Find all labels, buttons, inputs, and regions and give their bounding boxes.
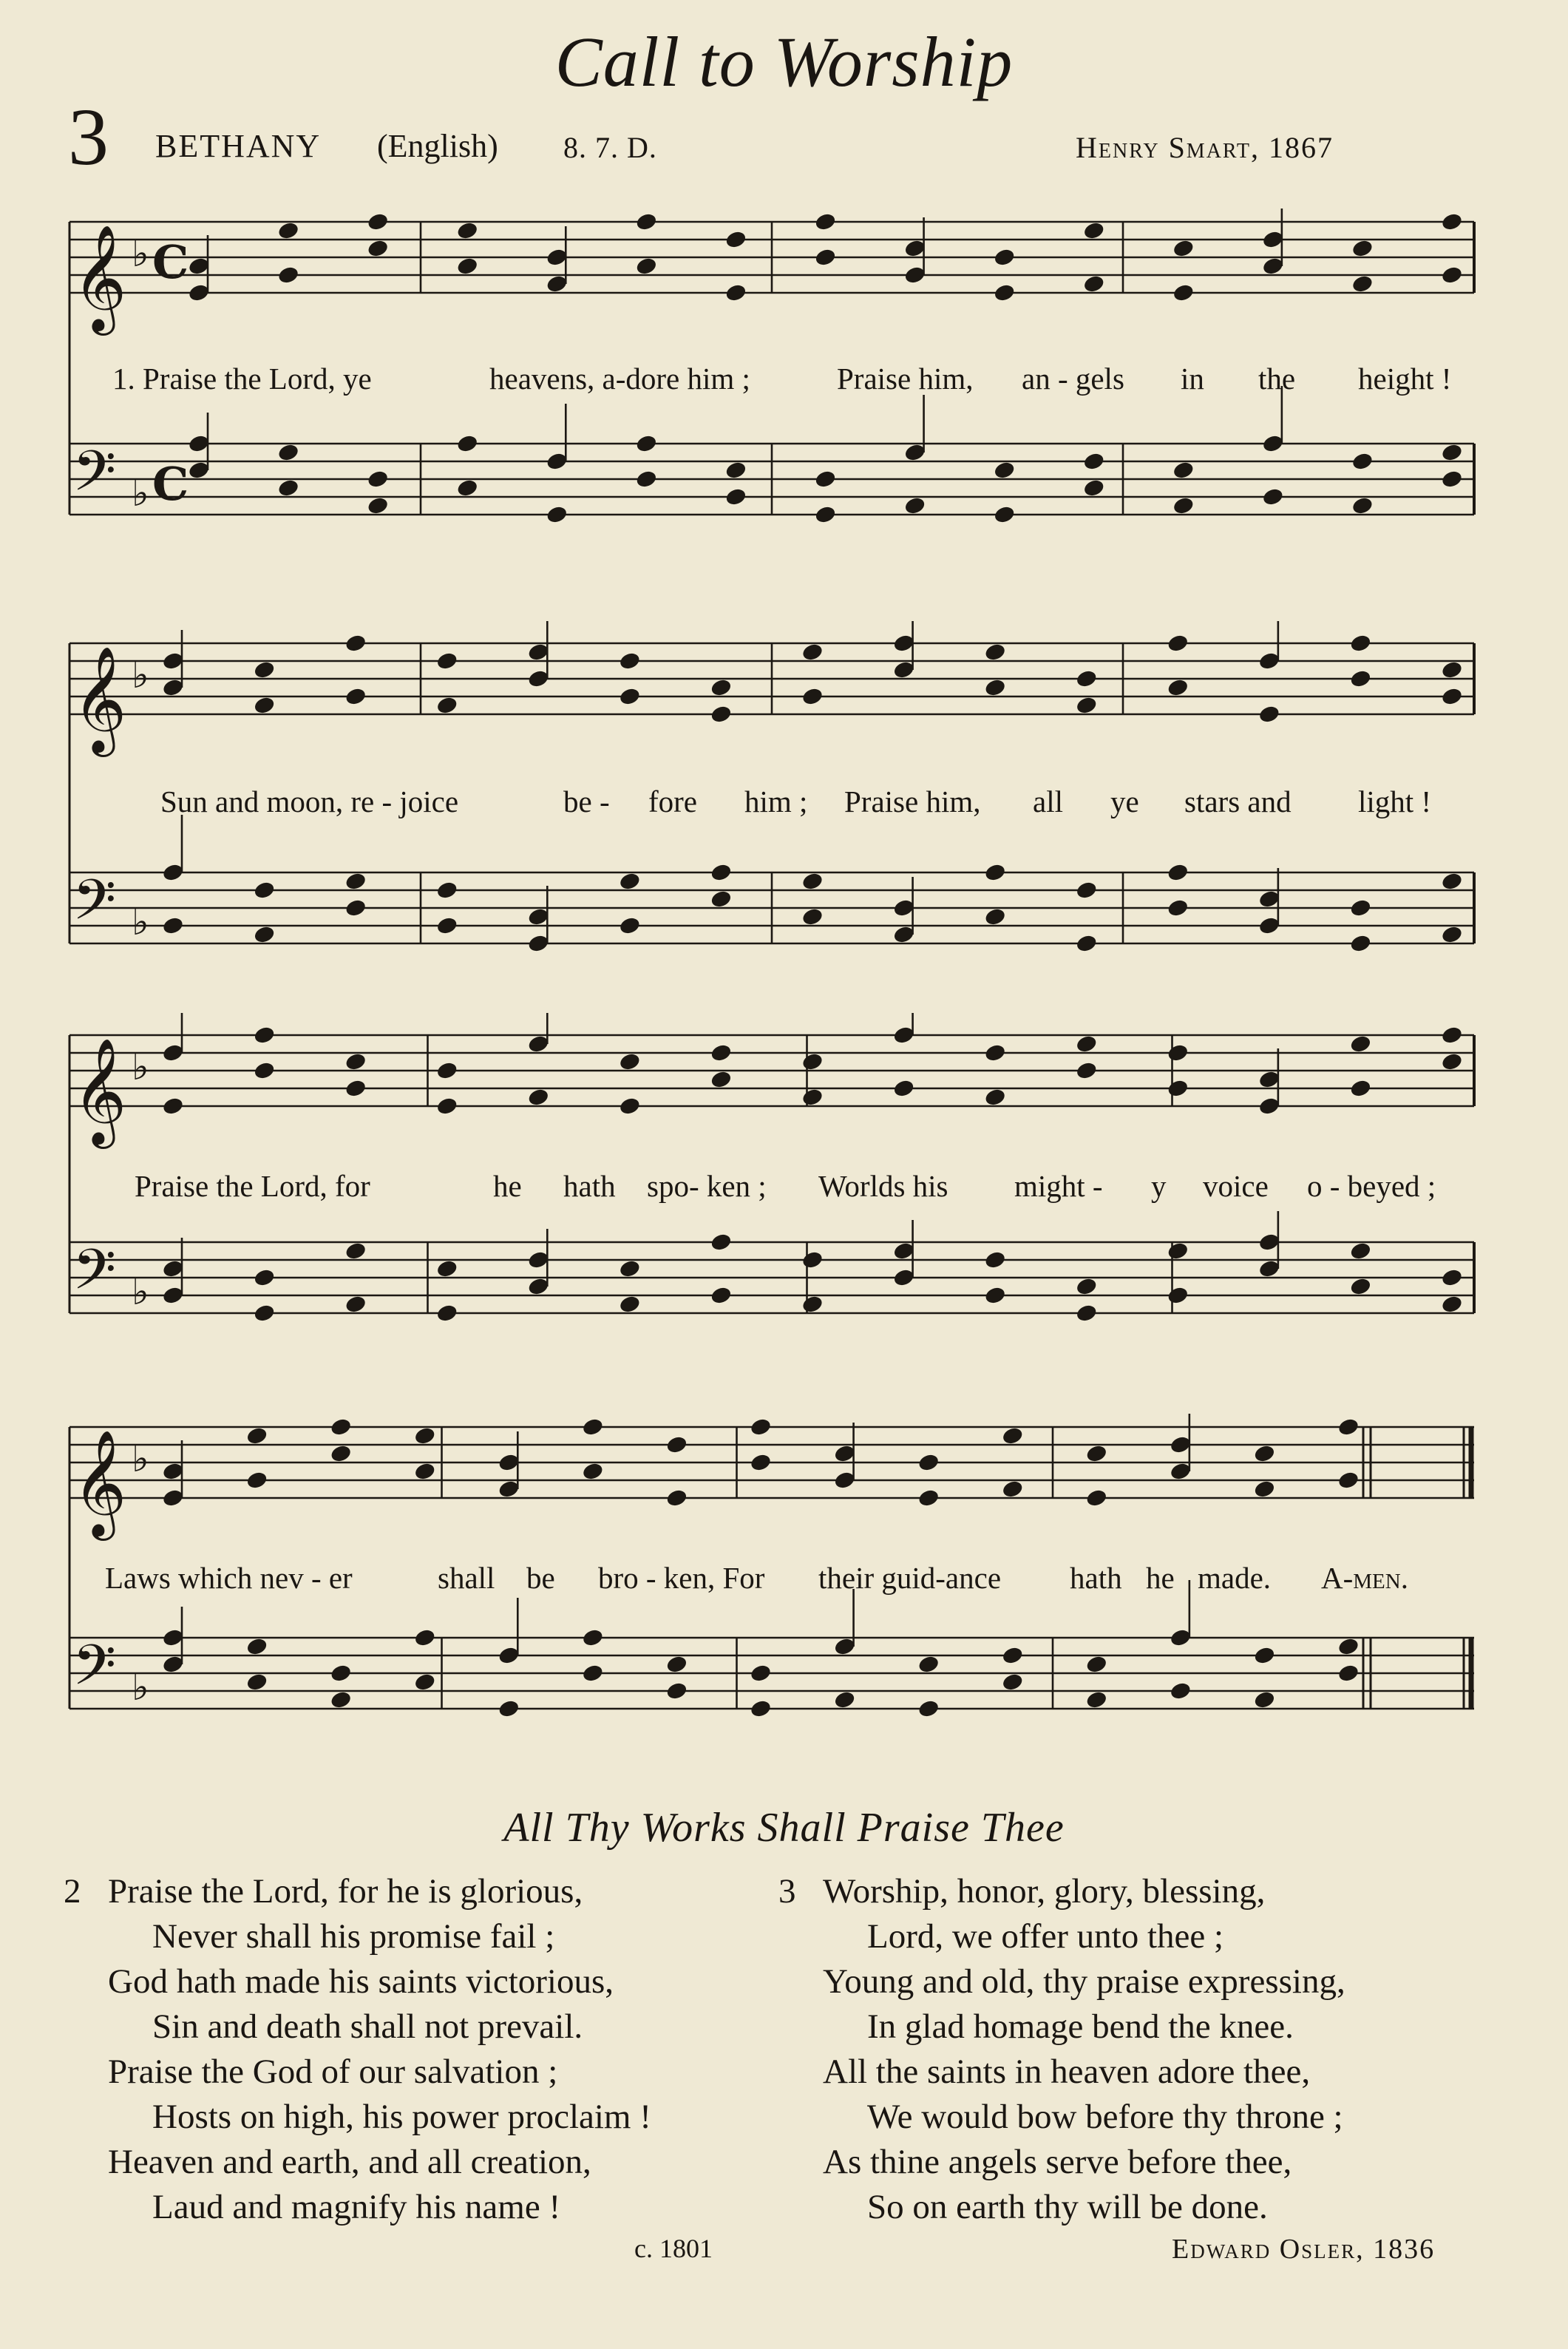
- music-system-1: [61, 200, 1480, 584]
- notehead: [749, 1698, 772, 1718]
- notehead: [1172, 495, 1195, 515]
- notehead: [1075, 880, 1098, 900]
- notehead: [276, 220, 299, 240]
- notehead: [253, 1267, 276, 1287]
- notehead: [1440, 1051, 1463, 1071]
- notehead: [527, 1087, 550, 1107]
- lyric-word: bro - ken, For: [598, 1561, 765, 1595]
- notehead: [984, 677, 1007, 697]
- lyric-word: y: [1151, 1169, 1167, 1203]
- notehead: [814, 469, 837, 489]
- lyric-word: their guid-ance: [818, 1561, 1002, 1595]
- notehead: [993, 504, 1016, 524]
- notehead: [345, 871, 367, 891]
- lyric-word: all: [1033, 784, 1063, 818]
- notehead: [724, 487, 747, 506]
- notehead: [245, 1672, 268, 1692]
- stanza-line: In glad homage bend the knee.: [867, 2007, 1294, 2046]
- bass-clef-icon: 𝄢: [72, 1237, 117, 1316]
- notehead: [749, 1417, 772, 1437]
- notehead: [710, 1232, 733, 1252]
- notehead: [1440, 442, 1463, 462]
- flat-icon: ♭: [132, 232, 149, 275]
- stanza-line: All the saints in heaven adore thee,: [823, 2053, 1311, 2091]
- notehead: [801, 1294, 824, 1314]
- lyric-word: hath: [1070, 1561, 1122, 1595]
- flat-icon: ♭: [132, 654, 149, 696]
- notehead: [456, 220, 479, 240]
- stanza-number: 3: [778, 1872, 796, 1911]
- notehead: [710, 1069, 733, 1089]
- notehead: [435, 1258, 458, 1278]
- notehead: [984, 1087, 1007, 1107]
- notehead: [993, 247, 1016, 267]
- notehead: [435, 880, 458, 900]
- notehead: [413, 1627, 436, 1647]
- bass-clef-icon: 𝄢: [72, 867, 117, 946]
- notehead: [1337, 1470, 1360, 1490]
- notehead: [456, 433, 479, 453]
- notehead: [276, 265, 299, 285]
- notehead: [1349, 898, 1372, 918]
- notehead: [1075, 933, 1098, 953]
- notehead: [749, 1663, 772, 1683]
- notehead: [618, 871, 641, 891]
- notehead: [814, 247, 837, 267]
- notehead: [245, 1426, 268, 1445]
- flat-icon: ♭: [132, 1666, 149, 1709]
- notehead: [1167, 898, 1189, 918]
- notehead: [253, 924, 276, 944]
- notehead: [245, 1636, 268, 1656]
- notehead: [801, 906, 824, 926]
- notehead: [581, 1627, 604, 1647]
- notehead: [801, 1250, 824, 1270]
- composer: Henry Smart, 1867: [1076, 131, 1334, 164]
- music-system-2: [61, 621, 1480, 1006]
- notehead: [1167, 633, 1189, 653]
- lyric-word: Praise him,: [844, 784, 981, 818]
- music-system-4: [61, 1405, 1480, 1789]
- notehead: [710, 1043, 733, 1062]
- stanza-line: Praise the God of our salvation ;: [108, 2053, 558, 2091]
- lyric-word: o - beyed ;: [1307, 1169, 1436, 1203]
- treble-clef-icon: 𝄞: [72, 1430, 127, 1536]
- notehead: [276, 442, 299, 462]
- notehead: [1253, 1443, 1276, 1463]
- notehead: [435, 651, 458, 671]
- notehead: [984, 642, 1007, 662]
- stanza-line: Laud and magnify his name !: [152, 2188, 561, 2226]
- lyric-word: the: [1258, 362, 1296, 396]
- notehead: [1172, 460, 1195, 480]
- meter: 8. 7. D.: [563, 131, 657, 164]
- notehead: [635, 469, 658, 489]
- lyric-word: Praise the Lord, for: [135, 1169, 370, 1203]
- flat-icon: ♭: [132, 1437, 149, 1480]
- notehead: [1001, 1479, 1024, 1499]
- notehead: [435, 695, 458, 715]
- notehead: [1440, 1294, 1463, 1314]
- lyric-word: Worlds his: [818, 1169, 948, 1203]
- notehead: [253, 1060, 276, 1080]
- notehead: [1440, 469, 1463, 489]
- notehead: [618, 686, 641, 706]
- notehead: [1351, 451, 1374, 471]
- notehead: [814, 504, 837, 524]
- notehead: [435, 1060, 458, 1080]
- notehead: [345, 633, 367, 653]
- tune-name: BETHANY: [155, 128, 322, 164]
- notehead: [581, 1417, 604, 1437]
- lyric-word: Sun and moon, re - joice: [160, 784, 459, 818]
- notehead: [1253, 1645, 1276, 1665]
- notehead: [253, 1025, 276, 1045]
- notehead: [1337, 1663, 1360, 1683]
- notehead: [276, 478, 299, 498]
- notehead: [903, 495, 926, 515]
- notehead: [413, 1426, 436, 1445]
- bass-clef-icon: 𝄢: [72, 1633, 117, 1712]
- notehead: [801, 1051, 824, 1071]
- notehead: [635, 256, 658, 276]
- lyric-word: hath: [563, 1169, 616, 1203]
- lyric-word: might -: [1014, 1169, 1103, 1203]
- stanza-line: Worship, honor, glory, blessing,: [823, 1872, 1266, 1911]
- tune-origin: (English): [377, 128, 498, 164]
- notehead: [1351, 238, 1374, 258]
- notehead: [665, 1434, 688, 1454]
- notehead: [801, 1087, 824, 1107]
- stanza-number: 2: [64, 1872, 81, 1911]
- treble-clef-icon: 𝄞: [72, 646, 127, 753]
- notehead: [1172, 238, 1195, 258]
- notehead: [665, 1654, 688, 1674]
- stanza-line: God hath made his saints victorious,: [108, 1962, 614, 2001]
- stanza-line: Never shall his promise fail ;: [152, 1917, 555, 1956]
- notehead: [710, 677, 733, 697]
- notehead: [1169, 1681, 1192, 1701]
- notehead: [253, 880, 276, 900]
- notehead: [984, 906, 1007, 926]
- notehead: [330, 1689, 353, 1709]
- stanza-2: [64, 1869, 651, 2230]
- notehead: [1075, 668, 1098, 688]
- notehead: [330, 1417, 353, 1437]
- notehead: [581, 1461, 604, 1481]
- notehead: [1440, 211, 1463, 231]
- notehead: [1001, 1426, 1024, 1445]
- notehead: [833, 1689, 856, 1709]
- lyric-word: 1. Praise the Lord, ye: [112, 362, 372, 396]
- common-time-icon: C: [152, 457, 189, 511]
- notehead: [801, 871, 824, 891]
- notehead: [618, 1051, 641, 1071]
- notehead: [1349, 1276, 1372, 1296]
- text-author: Edward Osler, 1836: [1172, 2234, 1436, 2265]
- notehead: [710, 704, 733, 724]
- notehead: [984, 1285, 1007, 1305]
- notehead: [345, 1294, 367, 1314]
- notehead: [1261, 487, 1284, 506]
- notehead: [993, 460, 1016, 480]
- lyric-word: ye: [1110, 784, 1139, 818]
- stanza-line: Praise the Lord, for he is glorious,: [108, 1872, 583, 1911]
- lyric-word: made.: [1198, 1561, 1272, 1595]
- notehead: [1253, 1689, 1276, 1709]
- section-title: Call to Worship: [554, 22, 1014, 101]
- notehead: [917, 1488, 940, 1508]
- notehead: [618, 915, 641, 935]
- notehead: [618, 651, 641, 671]
- lyric-word: fore: [648, 784, 698, 818]
- notehead: [456, 478, 479, 498]
- notehead: [1337, 1636, 1360, 1656]
- stanza-line: Young and old, thy praise expressing,: [823, 1962, 1345, 2001]
- notehead: [546, 504, 569, 524]
- notehead: [984, 1250, 1007, 1270]
- lyric-word: light !: [1358, 784, 1432, 818]
- notehead: [1082, 451, 1105, 471]
- notehead: [1082, 274, 1105, 294]
- music-system-3: [61, 1013, 1480, 1397]
- notehead: [984, 862, 1007, 882]
- flat-icon: ♭: [132, 1045, 149, 1088]
- lyric-word: voice: [1203, 1169, 1269, 1203]
- notehead: [1167, 1285, 1189, 1305]
- lyric-word: A-men.: [1321, 1561, 1408, 1595]
- notehead: [1167, 1043, 1189, 1062]
- notehead: [724, 282, 747, 302]
- notehead: [413, 1672, 436, 1692]
- stanza-line: Sin and death shall not prevail.: [152, 2007, 583, 2046]
- notehead: [917, 1654, 940, 1674]
- notehead: [1167, 862, 1189, 882]
- notehead: [1337, 1417, 1360, 1437]
- bass-clef-icon: 𝄢: [72, 438, 117, 518]
- staff-svg-3: [61, 1013, 1480, 1397]
- notehead: [618, 1096, 641, 1116]
- stanza-line: Hosts on high, his power proclaim !: [152, 2098, 651, 2136]
- notehead: [1349, 1241, 1372, 1261]
- stanza-line: We would bow before thy throne ;: [867, 2098, 1343, 2136]
- notehead: [1167, 677, 1189, 697]
- notehead: [1351, 274, 1374, 294]
- stanza-line: Lord, we offer unto thee ;: [867, 1917, 1224, 1956]
- staff-svg-4: [61, 1405, 1480, 1789]
- notehead: [1085, 1488, 1108, 1508]
- notehead: [665, 1681, 688, 1701]
- flat-icon: ♭: [132, 1270, 149, 1313]
- notehead: [993, 282, 1016, 302]
- notehead: [345, 686, 367, 706]
- notehead: [345, 898, 367, 918]
- notehead: [710, 889, 733, 909]
- notehead: [367, 495, 390, 515]
- notehead: [814, 211, 837, 231]
- notehead: [1075, 1060, 1098, 1080]
- notehead: [749, 1452, 772, 1472]
- notehead: [1440, 924, 1463, 944]
- notehead: [1167, 1241, 1189, 1261]
- hymn-number: 3: [68, 92, 109, 182]
- notehead: [635, 211, 658, 231]
- treble-clef-icon: 𝄞: [72, 225, 127, 331]
- notehead: [1085, 1654, 1108, 1674]
- notehead: [917, 1452, 940, 1472]
- notehead: [330, 1663, 353, 1683]
- notehead: [801, 642, 824, 662]
- stanza-3: [778, 1869, 1345, 2230]
- notehead: [345, 1241, 367, 1261]
- notehead: [1082, 220, 1105, 240]
- notehead: [253, 695, 276, 715]
- notehead: [1001, 1645, 1024, 1665]
- stanza-line: As thine angels serve before thee,: [823, 2143, 1292, 2181]
- notehead: [1085, 1443, 1108, 1463]
- notehead: [345, 1078, 367, 1098]
- notehead: [413, 1461, 436, 1481]
- lyric-word: stars and: [1184, 784, 1292, 818]
- notehead: [1075, 1276, 1098, 1296]
- lyric-word: shall: [438, 1561, 495, 1595]
- notehead: [1075, 1034, 1098, 1054]
- lyric-word: him ;: [744, 784, 808, 818]
- notehead: [1440, 265, 1463, 285]
- lyric-word: Laws which nev - er: [105, 1561, 353, 1595]
- notehead: [1085, 1689, 1108, 1709]
- common-time-icon: C: [152, 235, 189, 289]
- lyric-word: be: [526, 1561, 555, 1595]
- notehead: [1075, 1303, 1098, 1323]
- notehead: [892, 1078, 915, 1098]
- notehead: [161, 915, 184, 935]
- notehead: [1440, 686, 1463, 706]
- lyric-word: he: [493, 1169, 522, 1203]
- notehead: [1349, 933, 1372, 953]
- notehead: [1349, 1078, 1372, 1098]
- treble-clef-icon: 𝄞: [72, 1038, 127, 1145]
- notehead: [1082, 478, 1105, 498]
- notehead: [801, 686, 824, 706]
- notehead: [1075, 695, 1098, 715]
- notehead: [367, 211, 390, 231]
- notehead: [917, 1698, 940, 1718]
- notehead: [724, 229, 747, 249]
- notehead: [710, 1285, 733, 1305]
- notehead: [435, 1096, 458, 1116]
- notehead: [435, 915, 458, 935]
- notehead: [1258, 704, 1280, 724]
- notehead: [435, 1303, 458, 1323]
- notehead: [367, 469, 390, 489]
- notehead: [1167, 1078, 1189, 1098]
- lyric-word: Praise him,: [837, 362, 974, 396]
- lyric-word: height !: [1358, 362, 1452, 396]
- notehead: [330, 1443, 353, 1463]
- notehead: [367, 238, 390, 258]
- lyric-word: he: [1146, 1561, 1175, 1595]
- notehead: [1440, 660, 1463, 679]
- notehead: [635, 433, 658, 453]
- flat-icon: ♭: [132, 901, 149, 943]
- notehead: [1349, 633, 1372, 653]
- notehead: [984, 1043, 1007, 1062]
- notehead: [498, 1698, 520, 1718]
- notehead: [1349, 668, 1372, 688]
- lyric-word: be -: [563, 784, 610, 818]
- notehead: [1440, 1025, 1463, 1045]
- notehead: [710, 862, 733, 882]
- notehead: [1351, 495, 1374, 515]
- stanza-line: So on earth thy will be done.: [867, 2188, 1268, 2226]
- notehead: [1440, 871, 1463, 891]
- notehead: [724, 460, 747, 480]
- lyric-word: heavens, a-dore him ;: [489, 362, 750, 396]
- notehead: [253, 1303, 276, 1323]
- notehead: [1253, 1479, 1276, 1499]
- notehead: [1349, 1034, 1372, 1054]
- lyric-word: in: [1181, 362, 1204, 396]
- notehead: [581, 1663, 604, 1683]
- stanza-line: Heaven and earth, and all creation,: [108, 2143, 591, 2181]
- notehead: [618, 1294, 641, 1314]
- flat-icon: ♭: [132, 472, 149, 515]
- notehead: [456, 256, 479, 276]
- lyric-word: spo- ken ;: [647, 1169, 767, 1203]
- notehead: [1172, 282, 1195, 302]
- text-date: c. 1801: [634, 2234, 713, 2263]
- notehead: [253, 660, 276, 679]
- notehead: [161, 1096, 184, 1116]
- notehead: [1001, 1672, 1024, 1692]
- notehead: [665, 1488, 688, 1508]
- lyric-word: an - gels: [1022, 362, 1124, 396]
- hymn-subtitle: All Thy Works Shall Praise Thee: [503, 1805, 1065, 1851]
- notehead: [1440, 1267, 1463, 1287]
- notehead: [345, 1051, 367, 1071]
- notehead: [245, 1470, 268, 1490]
- notehead: [618, 1258, 641, 1278]
